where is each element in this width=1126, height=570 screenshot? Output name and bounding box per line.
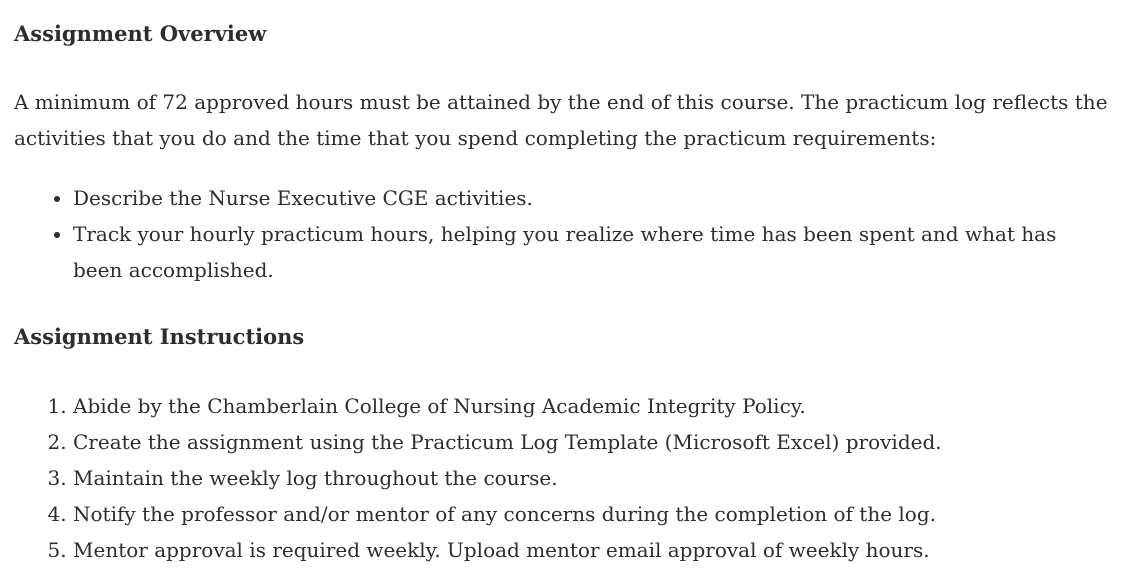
list-item: 1. Abide by the Chamberlain College of Nursing Academic Integrity Policy. xyxy=(73,388,1104,424)
overview-intro-paragraph: A minimum of 72 approved hours must be attained by the end of this course. The practicum log reflects the activities that you do and the time that you spend completing the practicum requirements: xyxy=(14,90,1108,150)
list-item: 2. Create the assignment using the Practicum Log Template (Microsoft Excel) provided. xyxy=(73,424,1104,460)
assignment-instructions-heading: Assignment Instructions xyxy=(14,324,305,349)
list-item: 3. Maintain the weekly log throughout the course. xyxy=(73,460,1104,496)
overview-bullet-list xyxy=(14,180,1104,288)
instructions-step-list xyxy=(14,388,1104,568)
list-item: 5. Mentor approval is required weekly. Upload mentor email approval of weekly hours. xyxy=(73,532,1104,568)
assignment-overview-heading: Assignment Overview xyxy=(14,21,267,46)
list-item: • Track your hourly practicum hours, helping you realize where time has been spent and what has been accomplished. xyxy=(73,216,1104,288)
list-item: 4. Notify the professor and/or mentor of any concerns during the completion of the log. xyxy=(73,496,1104,532)
list-item: • Describe the Nurse Executive CGE activities. xyxy=(73,180,1104,216)
